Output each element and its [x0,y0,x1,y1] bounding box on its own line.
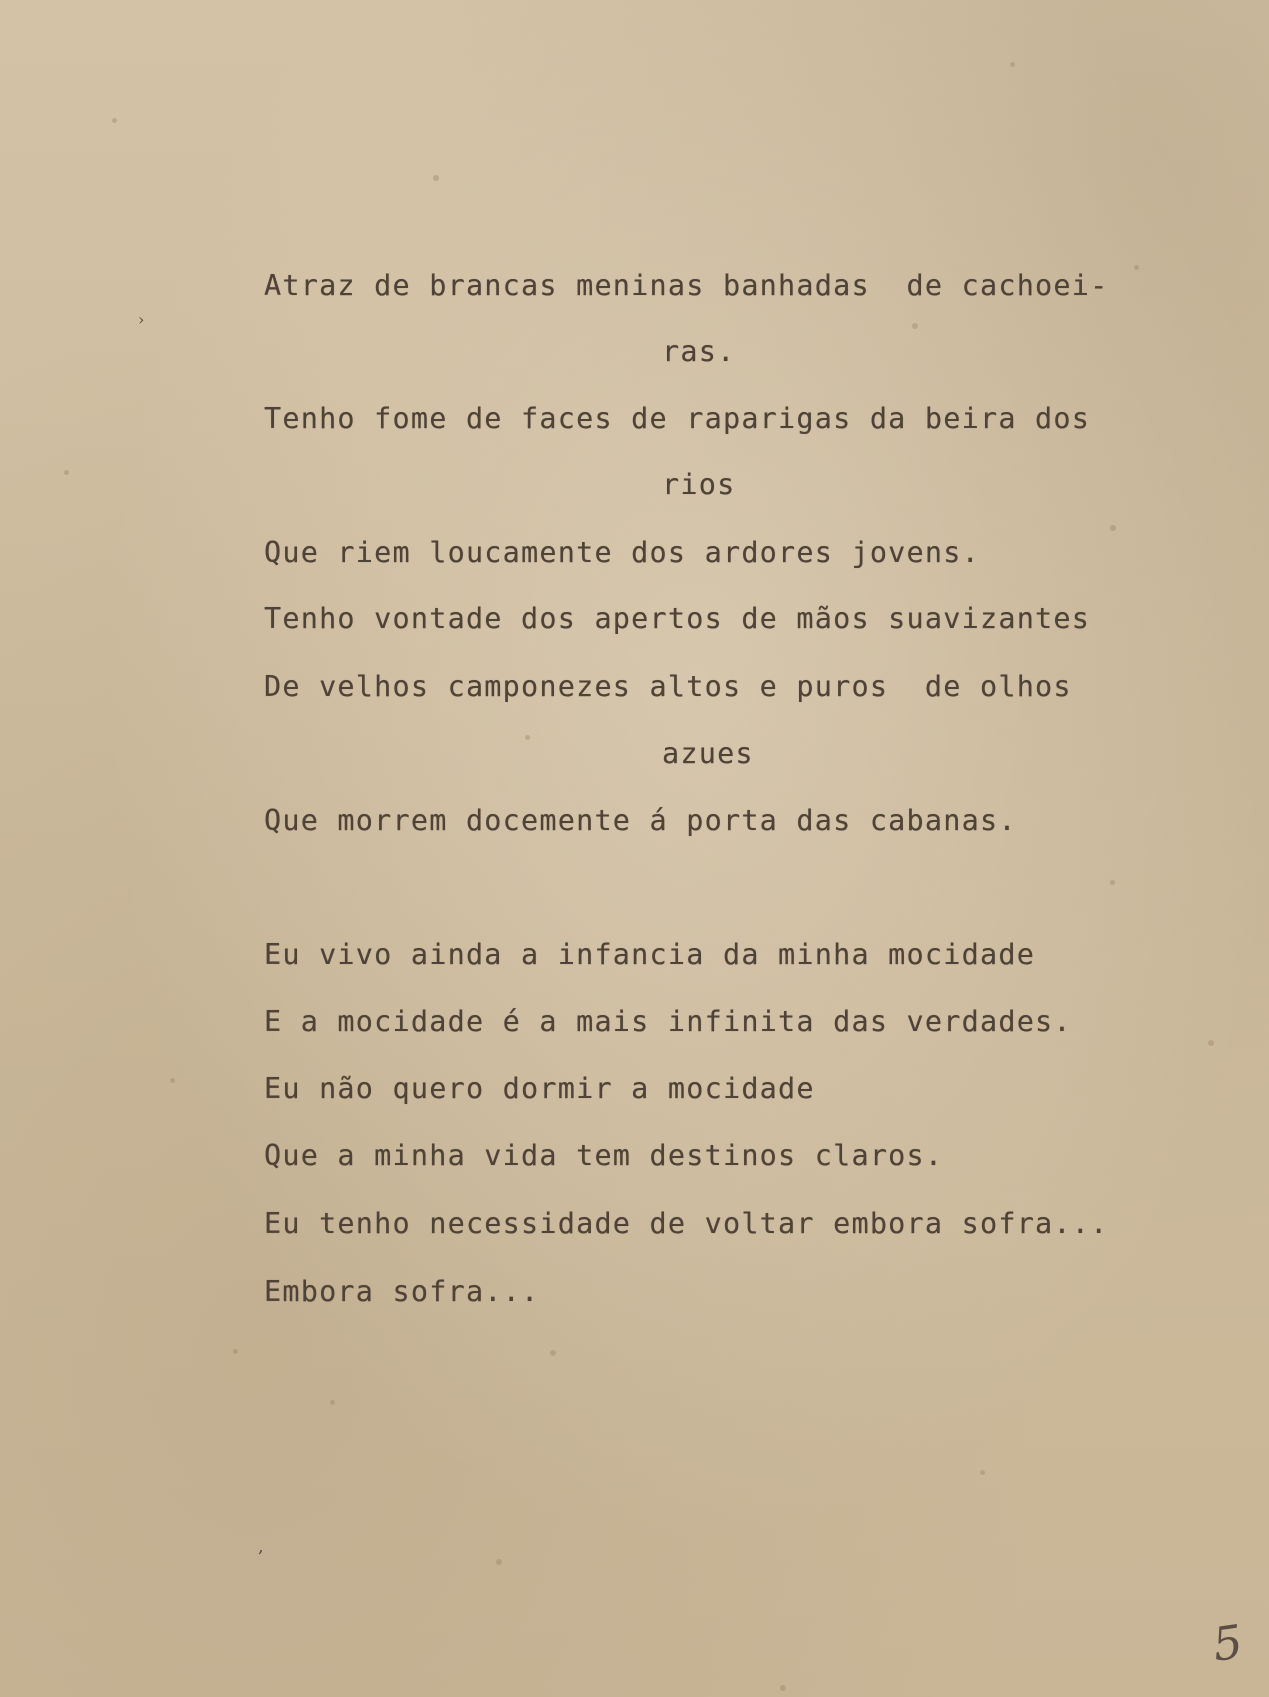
poem-line: De velhos camponezes altos e puros de olhos [264,670,1072,703]
poem-line-continuation: azues [662,737,754,770]
poem-line-continuation: rios [662,468,736,501]
poem-line: Embora sofra... [264,1275,540,1308]
poem-line: Eu vivo ainda a infancia da minha mocidade [264,938,1036,971]
poem-line: Tenho fome de faces de raparigas da beira dos [264,402,1091,435]
poem-line: Que morrem docemente á porta das cabanas. [264,804,1017,837]
poem-line: Que riem loucamente dos ardores jovens. [264,536,980,569]
poem-line: Tenho vontade dos apertos de mãos suavizantes [264,602,1091,635]
poem-line: E a mocidade é a mais infinita das verdades. [264,1005,1072,1038]
poem-line: Atraz de brancas meninas banhadas de cachoei- [264,269,1109,302]
stray-ink-mark: , [258,1536,264,1557]
poem-line: Que a minha vida tem destinos claros. [264,1139,944,1172]
handwritten-page-number: 5 [1209,1614,1246,1672]
poem-line-continuation: ras. [662,335,736,368]
poem-line: Eu tenho necessidade de voltar embora sofra... [264,1207,1109,1240]
stray-ink-mark: › [138,310,145,329]
poem-line: Eu não quero dormir a mocidade [264,1072,815,1105]
